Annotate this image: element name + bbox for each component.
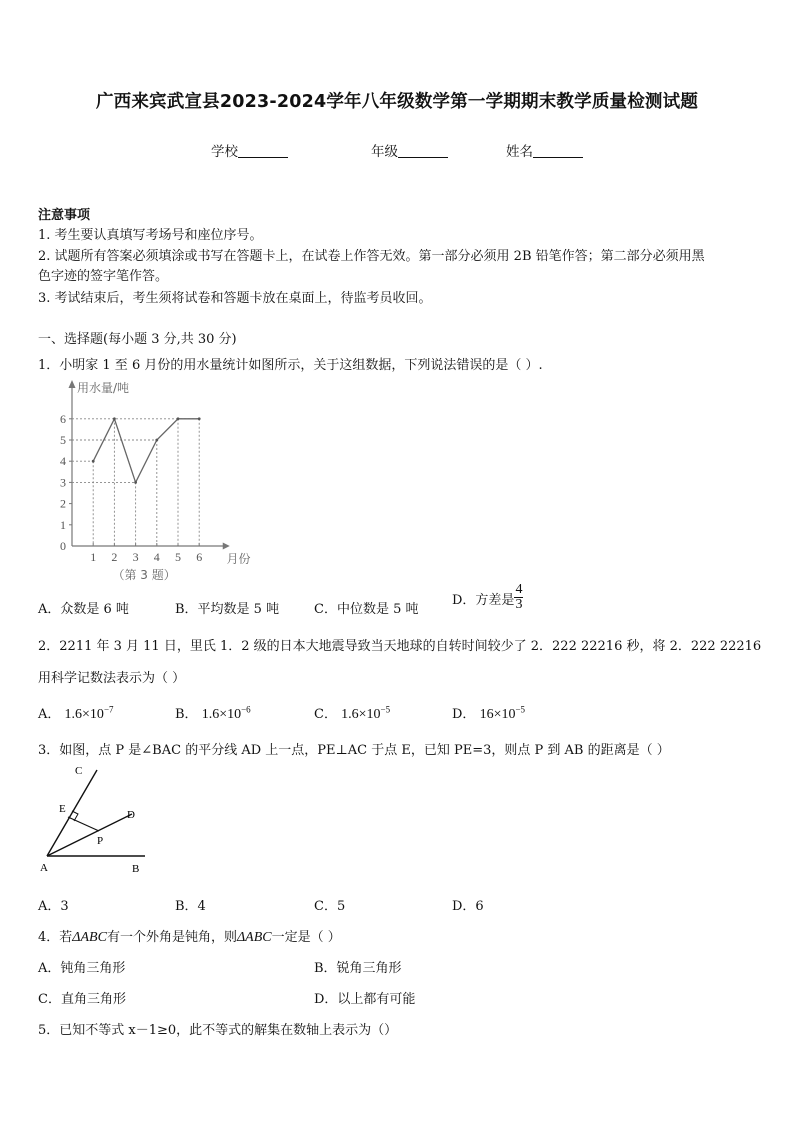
q1-option-b: B．平均数是 5 吨 xyxy=(175,602,280,617)
q4-option-c: C．直角三角形 xyxy=(38,992,126,1007)
q3-option-a: A．3 xyxy=(38,899,69,914)
data-point xyxy=(177,417,180,420)
y-tick-label: 1 xyxy=(60,517,66,532)
name-field: 姓名 xyxy=(506,140,583,160)
data-point xyxy=(134,481,137,484)
y-tick-label: 4 xyxy=(60,454,66,469)
section-heading: 一、选择题(每小题 3 分,共 30 分) xyxy=(38,332,237,347)
q3-option-d: D．6 xyxy=(452,899,484,914)
x-tick-label: 1 xyxy=(90,550,97,564)
question-2-stem-cont: 用科学记数法表示为（ ） xyxy=(38,671,186,686)
q2-option-d: D． $16\times 10^{-5}$ xyxy=(452,704,526,722)
data-point xyxy=(198,417,201,420)
grade-field: 年级 xyxy=(371,140,448,160)
water-usage-chart xyxy=(30,376,251,588)
question-1-stem: 1．小明家 1 至 6 月份的用水量统计如图所示，关于这组数据，下列说法错误的是（ ）. xyxy=(38,358,543,373)
label-d: D xyxy=(127,809,135,821)
y-tick-label: 0 xyxy=(60,539,66,553)
x-tick-label: 6 xyxy=(196,550,203,564)
q3-option-b: B．4 xyxy=(175,899,206,914)
label-e: E xyxy=(59,803,66,815)
page-title: 广西来宾武宣县2023-2024学年八年级数学第一学期期末教学质量检测试题 xyxy=(95,92,699,112)
x-tick-label: 4 xyxy=(153,550,160,564)
q4-option-a: A．钝角三角形 xyxy=(38,961,126,976)
y-axis-label: 用水量/吨 xyxy=(77,381,130,395)
note-item: 1. 考生要认真填写考场号和座位序号。 xyxy=(38,228,263,243)
q4-option-b: B．锐角三角形 xyxy=(314,961,402,976)
label-a: A xyxy=(40,862,48,874)
x-tick-label: 5 xyxy=(175,550,181,564)
y-tick-label: 5 xyxy=(60,433,66,447)
q4-option-d: D．以上都有可能 xyxy=(314,992,416,1007)
q1-option-a: A．众数是 6 吨 xyxy=(38,602,129,617)
question-3-stem: 3．如图，点 P 是∠BAC 的平分线 AD 上一点，PE⊥AC 于点 E，已知 PE=3，则点 P 到 AB 的距离是（ ） xyxy=(38,743,670,758)
question-5-stem: 5．已知不等式 x－1≥0，此不等式的解集在数轴上表示为（） xyxy=(38,1023,398,1038)
label-p: P xyxy=(97,835,104,847)
question-4-stem: 4．若ΔABC有一个外角是钝角，则ΔABC一定是（ ） xyxy=(38,930,341,945)
x-tick-label: 2 xyxy=(111,550,118,564)
q1-option-c: C．中位数是 5 吨 xyxy=(314,602,419,617)
q2-option-b: B． $1.6\times 10^{-6}$ xyxy=(175,704,251,722)
x-axis-label: 月份 xyxy=(226,552,251,566)
label-c: C xyxy=(75,765,83,777)
x-axis-arrow xyxy=(223,543,230,550)
fraction: $\frac{4}{3}$ xyxy=(515,582,523,612)
school-field: 学校 xyxy=(211,140,288,160)
q2-option-c: C． $1.6\times 10^{-5}$ xyxy=(314,704,391,722)
question-2-stem: 2．2211 年 3 月 11 日，里氏 1．2 级的日本大地震导致当天地球的自转时间较少了 2．222 22216 秒，将 2．222 22216 xyxy=(38,639,762,654)
q1-option-d: D．方差是 $\frac{4}{3}$ xyxy=(452,582,523,612)
segment-pe xyxy=(68,817,99,831)
y-tick-label: 2 xyxy=(60,496,66,511)
y-tick-label: 3 xyxy=(60,475,66,490)
series-line xyxy=(93,419,199,483)
data-point xyxy=(155,439,158,442)
angle-bisector-figure xyxy=(35,762,155,880)
notes-heading: 注意事项 xyxy=(38,208,91,223)
y-tick-label: 6 xyxy=(60,411,66,426)
chart-caption: （第 3 题） xyxy=(112,568,176,582)
note-item: 3. 考试结束后，考生须将试卷和答题卡放在桌面上，待监考员收回。 xyxy=(38,291,432,306)
label-b: B xyxy=(132,863,140,875)
note-item: 色字迹的签字笔作答。 xyxy=(38,269,169,284)
y-axis-arrow xyxy=(69,380,76,388)
data-point xyxy=(113,417,116,420)
q3-option-c: C．5 xyxy=(314,899,346,914)
x-tick-label: 3 xyxy=(132,550,139,564)
note-item: 2. 试题所有答案必须填涂或书写在答题卡上，在试卷上作答无效。第一部分必须用 2B 铅笔作答；第二部分必须用黑 xyxy=(38,249,705,264)
q2-option-a: A． $1.6\times 10^{-7}$ xyxy=(38,704,114,722)
data-point xyxy=(92,460,95,463)
